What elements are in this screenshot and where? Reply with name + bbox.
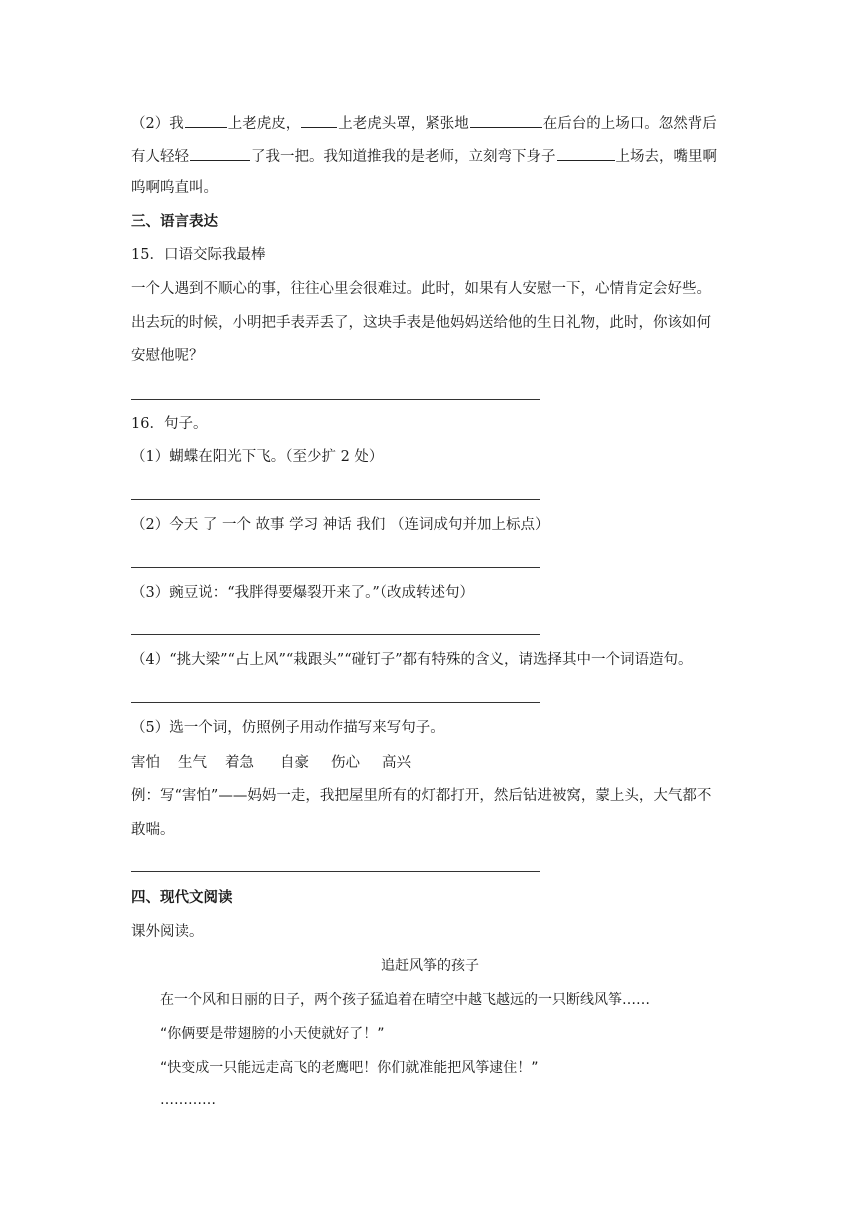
sub-question: （4）“挑大梁”“占上风”“栽跟头”“碰钉子”都有特殊的含义，请选择其中一个词语造句。 — [131, 652, 693, 668]
q14-2-text: 有人轻轻 — [131, 149, 189, 165]
answer-line[interactable] — [131, 399, 540, 400]
word-option: 生气 — [178, 755, 207, 771]
passage-paragraph: “快变成一只能远走高飞的老鹰吧！你们就准能把风筝逮住！” — [160, 1060, 539, 1076]
word-option: 高兴 — [382, 755, 411, 771]
sub-question: （2）今天 了 一个 故事 学习 神话 我们 （连词成句并加上标点） — [131, 517, 550, 533]
question-title: 15．口语交际我最棒 — [131, 247, 266, 263]
word-option: 伤心 — [331, 755, 360, 771]
q14-2-line-3: 呜啊呜直叫。 — [131, 180, 218, 196]
question-text: 一个人遇到不顺心的事，往往心里会很难过。此时，如果有人安慰一下，心情肯定会好些。 — [131, 281, 711, 297]
sub-question: （5）选一个词，仿照例子用动作描写来写句子。 — [131, 720, 445, 736]
section-heading: 三、语言表达 — [131, 213, 218, 230]
passage-ellipsis: ………… — [160, 1092, 216, 1108]
word-option: 着急 — [225, 755, 254, 771]
section-subtitle: 课外阅读。 — [131, 924, 204, 940]
question-title: 16．句子。 — [131, 416, 208, 432]
q14-2-line-2 — [131, 145, 717, 167]
answer-line[interactable] — [131, 499, 540, 500]
q14-2-line-1 — [131, 112, 717, 134]
q14-2-text: （2）我 — [131, 116, 184, 132]
answer-blank[interactable] — [185, 112, 227, 128]
example-text: 例：写“害怕”——妈妈一走，我把屋里所有的灯都打开，然后钻进被窝，蒙上头，大气都不 — [131, 788, 712, 804]
answer-line[interactable] — [131, 871, 540, 872]
answer-blank[interactable] — [301, 112, 337, 128]
answer-blank[interactable] — [190, 145, 250, 161]
example-text: 敢喘。 — [131, 822, 175, 838]
q14-2-text: 上老虎头罩，紧张地 — [338, 116, 469, 132]
passage-title: 追赶风筝的孩子 — [381, 958, 479, 974]
passage-paragraph: “你俩要是带翅膀的小天使就好了！” — [160, 1026, 385, 1042]
q14-2-text: 上场去，嘴里啊 — [615, 149, 717, 165]
question-text: 安慰他呢？ — [131, 348, 204, 364]
answer-blank[interactable] — [470, 112, 542, 128]
answer-line[interactable] — [131, 567, 540, 568]
answer-line[interactable] — [131, 702, 540, 703]
sub-question: （1）蝴蝶在阳光下飞。（至少扩 2 处） — [131, 449, 384, 465]
word-option: 自豪 — [280, 755, 309, 771]
answer-blank[interactable] — [557, 145, 615, 161]
q14-2-text: 上老虎皮， — [227, 116, 301, 132]
word-option: 害怕 — [131, 755, 160, 771]
question-text: 出去玩的时候，小明把手表弄丢了，这块手表是他妈妈送给他的生日礼物，此时，你该如何 — [131, 315, 711, 331]
answer-line[interactable] — [131, 634, 540, 635]
section-heading: 四、现代文阅读 — [131, 889, 233, 906]
word-options — [131, 753, 411, 773]
q14-2-text: 了我一把。我知道推我的是老师，立刻弯下身子 — [251, 149, 556, 165]
passage-paragraph: 在一个风和日丽的日子，两个孩子猛追着在晴空中越飞越远的一只断线风筝…… — [160, 992, 650, 1008]
q14-2-text: 在后台的上场口。忽然背后 — [542, 116, 717, 132]
sub-question: （3）豌豆说：“我胖得要爆裂开来了。”（改成转述句） — [131, 585, 475, 601]
